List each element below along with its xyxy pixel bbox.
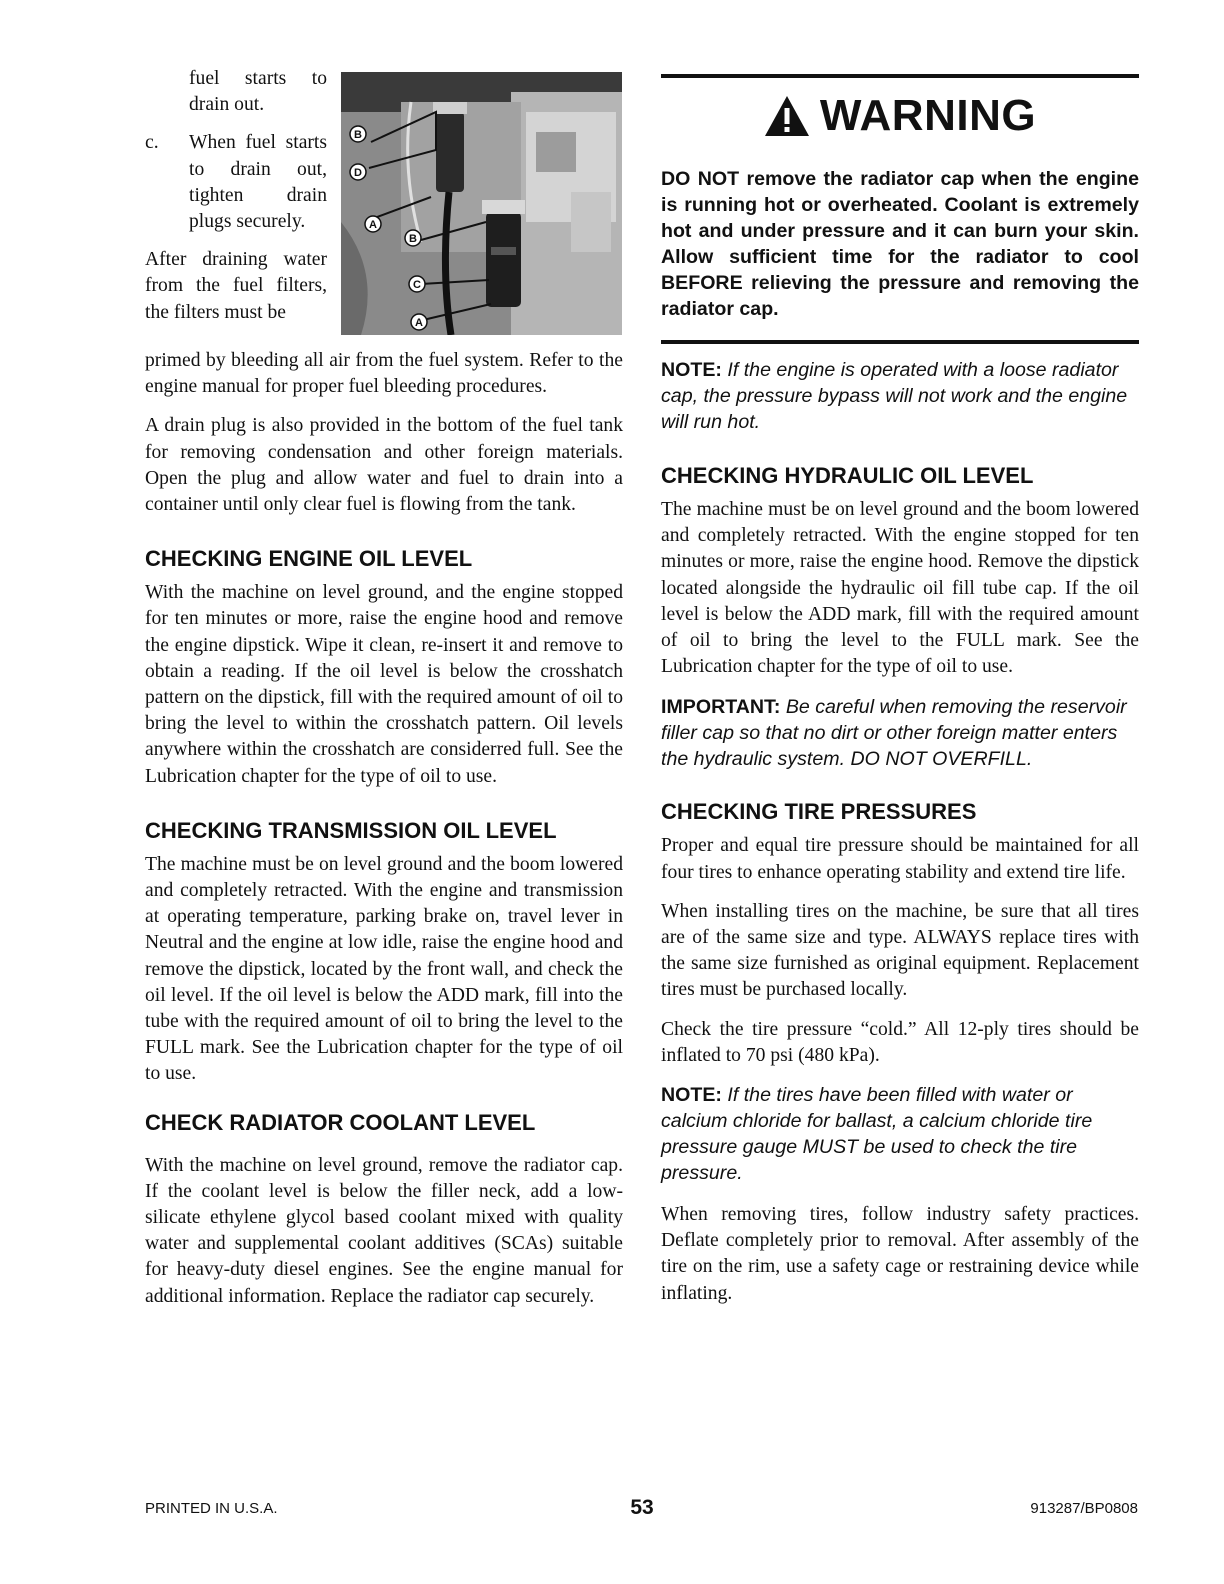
page-number: 53: [630, 1496, 654, 1519]
document-number: 913287/BP0808: [1030, 1500, 1138, 1517]
callout-b-top: [350, 126, 366, 142]
tire-paragraph-1: Proper and equal tire pressure should be maintained for all four tires to enhance operating stability and extend tire life.: [661, 835, 1139, 883]
tire-pressure-heading: CHECKING TIRE PRESSURES: [661, 799, 977, 825]
transmission-oil-heading: CHECKING TRANSMISSION OIL LEVEL: [145, 817, 557, 843]
engine-oil-heading: CHECKING ENGINE OIL LEVEL: [145, 546, 473, 572]
figure-block: [145, 66, 623, 348]
important-note: [661, 694, 1139, 772]
radiator-coolant-paragraph: With the machine on level ground, remove the radiator cap. If the coolant level is below the filler neck, add a low-silicate ethylene glycol based coolant mixed with quality water and supplemental coolant additives (SCAs) suitable for heavy-duty diesel engines. See the engine manual for additional information. Replace the radiator cap securely.: [145, 1154, 623, 1307]
callout-a-bottom: [411, 314, 427, 330]
svg-text:D: D: [354, 167, 362, 179]
figure-side-text: [145, 66, 327, 326]
radiator-coolant-heading: CHECK RADIATOR COOLANT LEVEL: [145, 1109, 536, 1135]
warning-triangle-icon: [764, 95, 810, 137]
right-column: [661, 74, 1139, 1307]
hydraulic-oil-heading: CHECKING HYDRAULIC OIL LEVEL: [661, 463, 1034, 488]
tire-paragraph-4: When removing tires, follow industry safety practices. Deflate completely prior to removal. After assembly of the tire on the rim, use a safety cage or restraining device while inflating.: [661, 1204, 1139, 1304]
transmission-oil-paragraph: The machine must be on level ground and the boom lowered and completely retracted. With the engine and transmission at operating temperature, parking brake on, travel lever in Neutral and the engine at low idle, raise the engine hood and remove the dipstick, located by the front wall, and check the oil level. If the oil level is below the ADD mark, fill into the tube with the required amount of oil to bring the level to the FULL mark. See the Lubrication chapter for the type of oil to use.: [145, 853, 623, 1085]
warning-text: DO NOT remove the radiator cap when the engine is running hot or overheated. Coolant is extremely hot and under pressure and it can burn your skin. Allow sufficient time for the radiator to cool BEFORE relieving the pressure and removing the radiator cap.: [661, 168, 1139, 320]
left-column: [145, 66, 623, 1310]
important-text: Be careful when removing the reservoir filler cap so that no dirt or other foreign matter enters the hydraulic system. DO NOT OVERFILL.: [661, 696, 1127, 771]
warning-title-row: [661, 88, 1139, 144]
tire-paragraph-2: When installing tires on the machine, be sure that all tires are of the same size and type. ALWAYS replace tires with the same size furnished as original equipment. Replacement tires must be purchased locally.: [661, 900, 1139, 1001]
warning-box: [661, 74, 1139, 344]
svg-text:A: A: [415, 317, 423, 329]
radiator-note-text: If the engine is operated with a loose radiator cap, the pressure bypass will not work and the engine will run hot.: [661, 359, 1128, 433]
step-c-label: c.: [145, 132, 159, 154]
step-c: [145, 130, 327, 235]
step-b-continuation: fuel starts to drain out.: [189, 68, 327, 116]
after-drain-intro: After draining water from the fuel filters, the filters must be: [145, 249, 327, 323]
svg-text:C: C: [413, 279, 421, 291]
svg-text:B: B: [354, 129, 362, 141]
step-c-text: When fuel starts to drain out, tighten drain plugs securely.: [189, 132, 327, 233]
warning-title: WARNING: [819, 91, 1037, 140]
important-label: IMPORTANT:: [661, 696, 781, 719]
engine-oil-paragraph: With the machine on level ground, and the engine stopped for ten minutes or more, raise the engine hood and remove the engine dipstick. Wipe it clean, re-insert it and remove to obtain a reading. If the oil level is below the crosshatch pattern on the dipstick, fill with the required amount of oil to bring the level to within the crosshatch pattern. Oil levels anywhere within the crosshatch are considerred full. See the Lubrication chapter for the type of oil to use.: [145, 582, 623, 787]
tire-note-label: NOTE:: [661, 1084, 722, 1107]
tire-note-text: If the tires have been filled with water or calcium chloride for ballast, a calcium chloride tire pressure gauge MUST be used to check the tire pressure.: [661, 1084, 1093, 1185]
svg-text:B: B: [409, 233, 417, 245]
tire-paragraph-3: Check the tire pressure “cold.” All 12-ply tires should be inflated to 70 psi (480 kPa).: [661, 1018, 1139, 1066]
radiator-note: [661, 357, 1139, 435]
svg-text:A: A: [369, 219, 377, 231]
after-drain-continuation: primed by bleeding all air from the fuel system. Refer to the engine manual for proper fuel bleeding procedures.: [145, 350, 623, 398]
drain-plug-paragraph: A drain plug is also provided in the bottom of the fuel tank for removing condensation and other foreign materials. Open the plug and allow water and fuel to drain into a container until only clear fuel is flowing from the tank.: [145, 415, 623, 516]
engine-fuel-filter-photo: [341, 72, 622, 335]
footer-printed: PRINTED IN U.S.A.: [145, 1500, 278, 1517]
tire-note: [661, 1082, 1139, 1186]
radiator-note-label: NOTE:: [661, 359, 722, 381]
hydraulic-oil-paragraph: The machine must be on level ground and the boom lowered and completely retracted. With the engine stopped for ten minutes or more, raise the engine hood. Remove the dipstick located alongside the hydraulic oil fill tube cap. If the oil level is below the ADD mark, fill with the required amount of oil to bring the level to the FULL mark. See the Lubrication chapter for the type of oil to use.: [661, 499, 1139, 678]
callout-b-mid: [405, 230, 421, 246]
callout-a-top: [365, 216, 381, 232]
callout-d: [350, 164, 366, 180]
callout-c: [409, 276, 425, 292]
